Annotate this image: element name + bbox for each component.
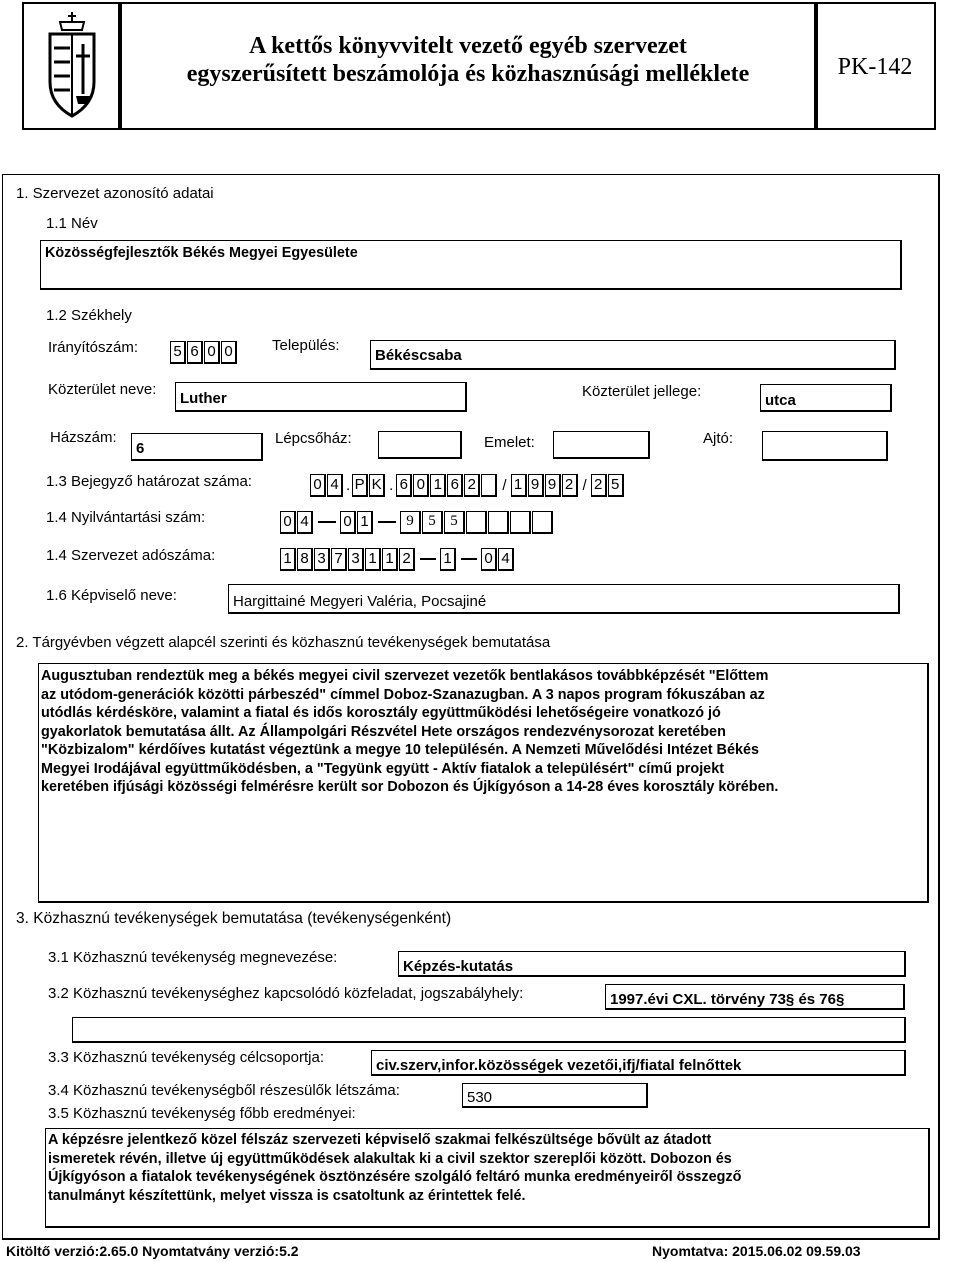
registry-dash <box>318 521 336 523</box>
decision-separator: / <box>502 476 507 494</box>
tax-dash <box>461 558 477 560</box>
decision-separator: / <box>582 476 587 494</box>
street-label: Közterület neve: <box>48 381 157 398</box>
form-title-line2: egyszerűsített beszámolója és közhasznúsági melléklete <box>186 61 750 87</box>
registry-digit: 0 <box>340 511 356 534</box>
street-field[interactable]: Luther <box>175 382 467 412</box>
decision-digit <box>481 474 497 497</box>
decision-digit: 9 <box>528 474 544 497</box>
registry-digit: 0 <box>280 511 296 534</box>
registry-digit: 9 <box>400 511 421 534</box>
rep-label: 1.6 Képviselő neve: <box>46 587 177 604</box>
activity-name-label: 3.1 Közhasznú tevékenység megnevezése: <box>48 949 338 966</box>
tax-digit: 2 <box>399 548 415 571</box>
tax-digit: 1 <box>365 548 381 571</box>
name-label: 1.1 Név <box>46 215 98 232</box>
activity-line: "Közbizalom" kérdőíves kutatást végeztünk a megye 10 településén. A Nemzeti Művelődési Intézet Békés <box>41 742 759 758</box>
decision-digit: 1 <box>430 474 446 497</box>
law-label: 3.2 Közhasznú tevékenységhez kapcsolódó közfeladat, jogszabályhely: <box>48 985 524 1002</box>
form-title <box>120 32 816 88</box>
zip-digit: 6 <box>187 341 203 364</box>
registry-digit: 5 <box>444 511 465 534</box>
decision-digit: 9 <box>545 474 561 497</box>
target-label: 3.3 Közhasznú tevékenység célcsoportja: <box>48 1049 324 1066</box>
tax-digit: 4 <box>498 548 514 571</box>
tax-digit: 1 <box>280 548 296 571</box>
results-line: ismeretek révén, illetve új együttműködések alakultak ki a civil szektor szereplői között. Dobozon és <box>48 1150 732 1167</box>
registry-label: 1.4 Nyilvántartási szám: <box>46 509 206 526</box>
decision-digit: 6 <box>396 474 412 497</box>
activity-name-field[interactable]: Képzés-kutatás <box>398 951 906 977</box>
coat-of-arms-icon <box>24 4 120 128</box>
law-field-line2[interactable] <box>72 1017 906 1043</box>
registry-number-field[interactable] <box>280 511 554 533</box>
decision-digit: 2 <box>591 474 607 497</box>
decision-digit: 2 <box>464 474 480 497</box>
door-field[interactable] <box>762 431 888 461</box>
tax-digit: 1 <box>440 548 456 571</box>
decision-separator: . <box>389 476 394 494</box>
rep-field[interactable]: Hargittainé Megyeri Valéria, Pocsajiné <box>228 584 900 614</box>
tax-digit: 8 <box>297 548 313 571</box>
section2-title: 2. Tárgyévben végzett alapcél szerinti és közhasznú tevékenységek bemutatása <box>16 634 551 651</box>
activity-line: Augusztuban rendeztük meg a békés megyei civil szervezet vezetők bentlakásos továbbképzését "Előttem <box>41 668 769 684</box>
results-line: tanulmányt készítettünk, melyet vissza is csatoltunk az érintettek felé. <box>48 1187 526 1204</box>
header-title-box <box>118 2 818 130</box>
registry-digit: 5 <box>422 511 443 534</box>
house-label: Házszám: <box>50 429 117 446</box>
tax-dash <box>420 558 436 560</box>
footer-printed: Nyomtatva: 2015.06.02 09.59.03 <box>652 1243 861 1259</box>
stair-label: Lépcsőház: <box>275 430 352 447</box>
activity-line: Megyei Irodájával együttműködésben, a "Tegyünk együtt - Aktív fiatalok a településért" című projekt <box>41 760 724 777</box>
street-type-label: Közterület jellege: <box>582 383 702 400</box>
zip-field[interactable] <box>170 341 238 363</box>
form-code: PK-142 <box>837 54 913 80</box>
floor-label: Emelet: <box>484 434 535 451</box>
tax-digit: 3 <box>348 548 364 571</box>
results-line: Újkígyóson a fiatalok tevékenységének ösztönzésére szolgáló feltáró munka eredményeiről összegző <box>48 1169 742 1185</box>
activity-line: keretében ifjúsági közösségi felmérésre került sor Dobozon és Újkígyóson a 14-28 éves korosztály körében. <box>41 779 779 795</box>
tax-digit: 7 <box>331 548 347 571</box>
decision-digit: 6 <box>447 474 463 497</box>
activity-description[interactable] <box>38 663 929 903</box>
seat-label: 1.2 Székhely <box>46 307 132 324</box>
count-label: 3.4 Közhasznú tevékenységből részesülők létszáma: <box>48 1082 400 1099</box>
tax-digit: 0 <box>481 548 497 571</box>
zip-label: Irányítószám: <box>48 339 139 356</box>
registry-digit <box>532 511 553 534</box>
decision-digit: 0 <box>310 474 326 497</box>
door-label: Ajtó: <box>703 430 734 447</box>
zip-digit: 0 <box>221 341 237 364</box>
city-label: Település: <box>272 337 340 354</box>
zip-digit: 0 <box>204 341 220 364</box>
name-field[interactable]: Közösségfejlesztők Békés Megyei Egyesülete <box>40 240 902 290</box>
house-field[interactable]: 6 <box>131 433 263 461</box>
activity-line: utódlás kérdésköre, valamint a fiatal és idős korosztály együttműködési lehetőségeire vonatkozó jó <box>41 705 721 721</box>
header-logo-box <box>22 2 122 130</box>
results-field[interactable] <box>45 1128 930 1228</box>
decision-digit: K <box>369 474 385 497</box>
law-field[interactable]: 1997.évi CXL. törvény 73§ és 76§ <box>605 984 905 1010</box>
decision-number-field[interactable] <box>310 474 625 496</box>
decision-separator: . <box>346 476 351 494</box>
registry-digit <box>466 511 487 534</box>
decision-digit: 1 <box>511 474 527 497</box>
tax-number-field[interactable] <box>280 548 515 570</box>
tax-digit: 1 <box>382 548 398 571</box>
section1-title: 1. Szervezet azonosító adatai <box>16 185 214 202</box>
target-field[interactable]: civ.szerv,infor.közösségek vezetői,ifj/fiatal felnőttek <box>371 1050 906 1076</box>
registry-digit <box>510 511 531 534</box>
decision-label: 1.3 Bejegyző határozat száma: <box>46 473 252 490</box>
activity-line: gyakorlatok bemutatása állt. Az Állampolgári Részvétel Hete országos rendezvénysorozat keretében <box>41 723 726 740</box>
registry-dash <box>378 521 396 523</box>
header-code-box <box>814 2 936 130</box>
zip-digit: 5 <box>170 341 186 364</box>
city-field[interactable]: Békéscsaba <box>370 340 896 370</box>
decision-digit: 0 <box>413 474 429 497</box>
tax-digit: 3 <box>314 548 330 571</box>
results-label: 3.5 Közhasznú tevékenység főbb eredményei: <box>48 1105 356 1122</box>
section3-title: 3. Közhasznú tevékenységek bemutatása (tevékenységenként) <box>16 910 452 927</box>
results-line: A képzésre jelentkező közel félszáz szervezeti képviselő szakmai felkészültsége bővült az átadott <box>48 1132 712 1148</box>
count-field[interactable]: 530 <box>462 1083 648 1108</box>
decision-digit: 5 <box>608 474 624 497</box>
street-type-field[interactable]: utca <box>760 384 892 412</box>
floor-field[interactable] <box>553 431 650 459</box>
registry-digit: 1 <box>357 511 373 534</box>
activity-line: az utódom-generációk közötti párbeszéd" címmel Doboz-Szanazugban. A 3 napos program fókuszában az <box>41 686 765 703</box>
tax-label: 1.4 Szervezet adószáma: <box>46 547 216 564</box>
decision-digit: 2 <box>562 474 578 497</box>
footer-version: Kitöltő verzió:2.65.0 Nyomtatvány verzió:5.2 <box>6 1243 299 1259</box>
registry-digit: 4 <box>297 511 313 534</box>
decision-digit: 4 <box>327 474 343 497</box>
form-title-line1: A kettős könyvvitelt vezető egyéb szervezet <box>249 33 687 59</box>
registry-digit <box>488 511 509 534</box>
stair-field[interactable] <box>378 431 462 459</box>
decision-digit: P <box>352 474 368 497</box>
